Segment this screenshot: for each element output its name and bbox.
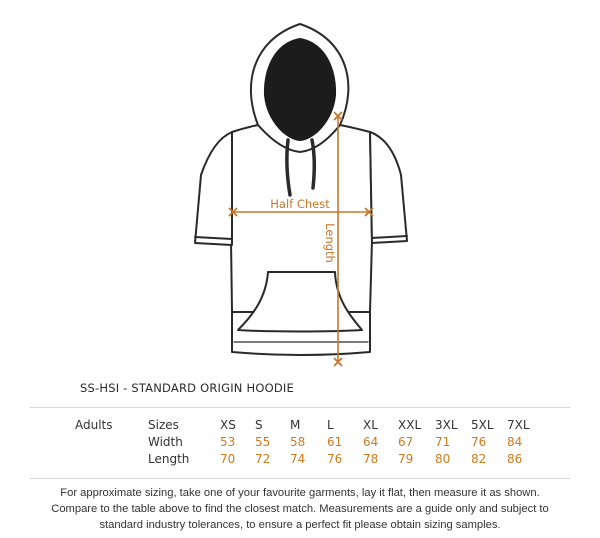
hoodie-left-sleeve	[195, 132, 232, 245]
length-value: 80	[435, 452, 451, 466]
table-bottom-divider	[30, 478, 570, 479]
width-value: 64	[363, 435, 379, 449]
size-header: XXL	[398, 418, 422, 432]
row-label-sizes: Sizes	[148, 418, 179, 432]
width-value: 76	[471, 435, 487, 449]
hoodie-right-sleeve	[370, 132, 407, 243]
width-value: 58	[290, 435, 306, 449]
size-header: XS	[220, 418, 236, 432]
length-value: 79	[398, 452, 414, 466]
row-label-width: Width	[148, 435, 183, 449]
length-value: 72	[255, 452, 271, 466]
sizing-note-line: For approximate sizing, take one of your favourite garments, lay it flat, then measure it as shown.	[60, 487, 540, 499]
size-header: XL	[363, 418, 378, 432]
size-header: L	[327, 418, 334, 432]
row-label-length: Length	[148, 452, 190, 466]
product-title: SS-HSI - STANDARD ORIGIN HOODIE	[80, 381, 294, 395]
width-value: 55	[255, 435, 271, 449]
table-top-divider	[30, 407, 570, 408]
size-header: S	[255, 418, 263, 432]
length-value: 78	[363, 452, 379, 466]
width-value: 71	[435, 435, 451, 449]
length-value: 76	[327, 452, 343, 466]
half-chest-label: Half Chest	[270, 197, 330, 211]
length-value: 70	[220, 452, 236, 466]
size-header: 5XL	[471, 418, 494, 432]
size-header: M	[290, 418, 301, 432]
size-header: 3XL	[435, 418, 458, 432]
sizing-note-line: standard industry tolerances, to ensure a perfect fit please obtain sizing samples.	[99, 519, 501, 531]
sizing-note-line: Compare to the table above to find the closest match. Measurements are a guide only and subject to	[51, 503, 549, 515]
length-value: 74	[290, 452, 306, 466]
sizing-note	[20, 485, 580, 533]
width-value: 67	[398, 435, 414, 449]
length-label: Length	[323, 223, 337, 263]
group-label: Adults	[75, 418, 113, 432]
width-value: 84	[507, 435, 523, 449]
length-value: 82	[471, 452, 487, 466]
width-value: 61	[327, 435, 343, 449]
size-header: 7XL	[507, 418, 530, 432]
length-value: 86	[507, 452, 523, 466]
width-value: 53	[220, 435, 236, 449]
